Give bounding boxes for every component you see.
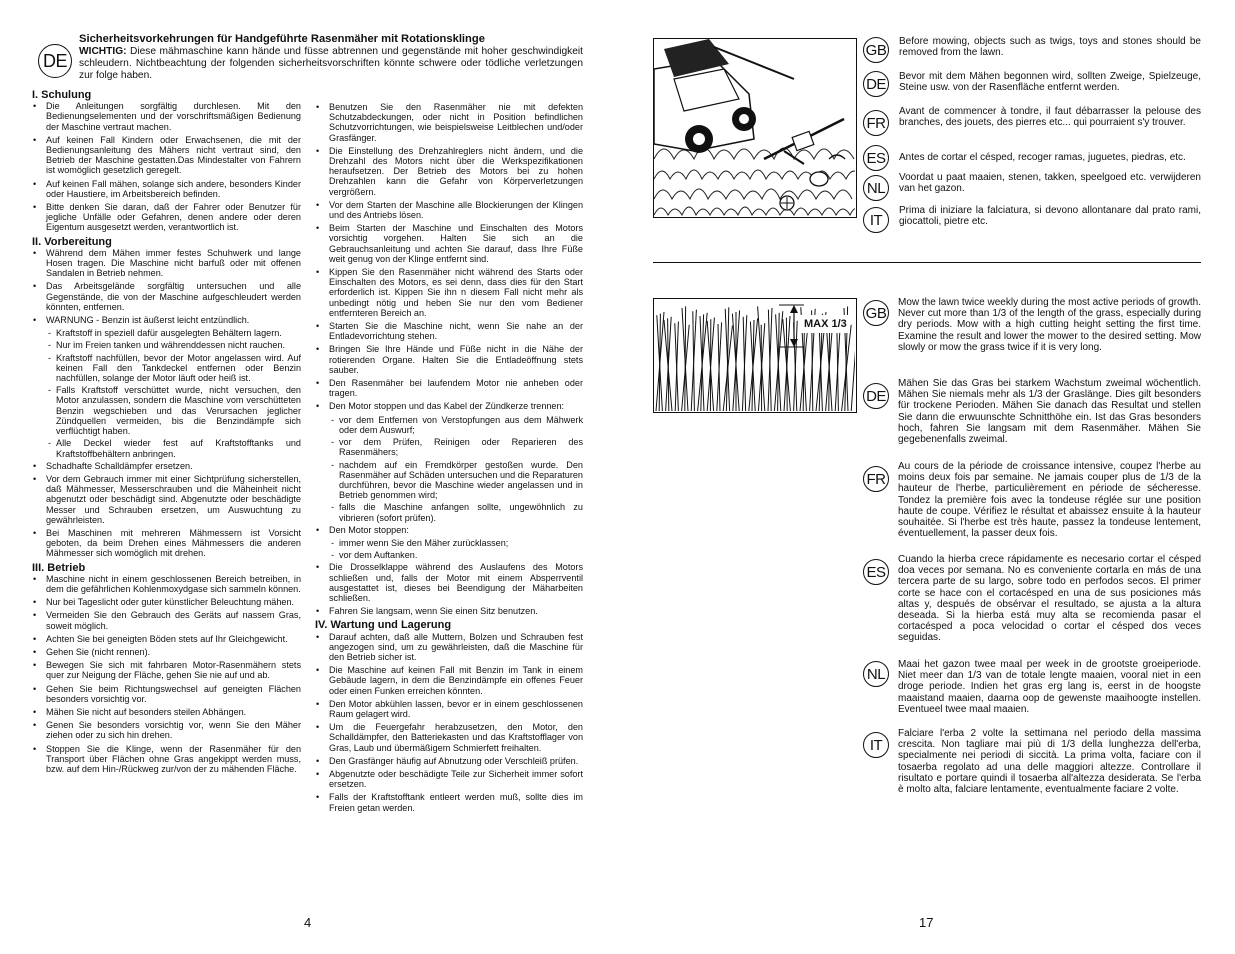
rule-item: • Vermeiden Sie den Gebrauch des Geräts auf nassem Gras, soweit möglich.	[32, 610, 301, 630]
language-badge-nl: NL	[863, 175, 889, 201]
rule-list	[32, 101, 301, 232]
section-heading: III. Betrieb	[32, 561, 86, 574]
rule-item: • Maschine nicht in einem geschlossenen Bereich betreiben, in dem die gefährlichen Kohlenmoxydgase sich sammeln können.	[32, 574, 301, 594]
rule-list	[315, 102, 583, 616]
warning-label: WICHTIG:	[79, 46, 127, 57]
rule-item: • Stoppen Sie die Klinge, wenn der Rasenmäher für den Transport über Flächen ohne Gras angekippt werden muss, bzw. auf dem Hin-/Rückweg zur/von der zu mähenden Fläche.	[32, 744, 301, 775]
language-badge-gb: GB	[863, 37, 889, 63]
instruction-text-es: Cuando la hierba crece rápidamente es necesario cortar el césped doa veces por semana. No es conveniente cortarla en más de una tercera parte de su largo, sobre todo en perfodos secos. El primer corte se hace con el cortacésped en una de sus posiciones más altas y, después de obsérvar el resultado, se ajusta a la altura deseada. Si la hierba está muy alta se recomienda pasar el cortacésped a poca velocidad o cortar el césped dos veces seguidas.	[898, 554, 1201, 644]
instruction-text-fr: Au cours de la période de croissance intensive, coupez l'herbe au moins deux fois par semaine. Ne jamais couper plus de 1/3 de la hauteur de l'herbe, particulièrement en période de sécheresse. Tondez la première fois avec la tondeuse réglée sur une position haute de coupe. Vérifiez le résultat et abaissez ensuite à la hauteur souhaitée. Si l'herbe est très haute, passez la tondeuse lentement, éventuellement, la passer deux fois.	[898, 461, 1201, 540]
instruction-text-gb: Before mowing, objects such as twigs, toys and stones should be removed from the lawn.	[899, 36, 1201, 59]
rule-item: • Um die Feuergefahr herabzusetzen, den Motor, den Schalldämpfer, den Batteriekasten und das Kraftstofflager von Gras, Laub und übermäßigem Schmierfett freihalten.	[315, 722, 583, 753]
grass-drawing	[654, 299, 855, 411]
rule-item: • Die Einstellung des Drehzahlreglers nicht ändern, und die Drehzahl des Motors nicht über die Werkspezifikationen heraufsetzen. Der Betrieb des Motors bei zu hohen Drehzahlen kann die Gefahr von Körperverletzungen vergrößern.	[315, 146, 583, 197]
rule-list	[32, 574, 301, 774]
safety-column-2	[315, 102, 583, 816]
rule-subitem: - immer wenn Sie den Mäher zurücklassen;	[315, 538, 583, 548]
rule-item: • Kippen Sie den Rasenmäher nicht während des Starts oder Einschalten des Motors, es sei denn, dass dies für den Start erforderlich ist. Kippen Sie ihn n diesem Fall nicht mehr als unbedingt nötig und heben Sie nur den vom Bediener entfernteren Bereich an.	[315, 267, 583, 318]
language-badge-de: DE	[38, 44, 72, 78]
rule-item: • Gehen Sie (nicht rennen).	[32, 647, 301, 657]
rule-item: • Bei Maschinen mit mehreren Mähmessern ist Vorsicht geboten, da beim Drehen eines Mähmessers die anderen Mähmesser sich womöglich mit drehen.	[32, 528, 301, 559]
rule-item: • Fahren Sie langsam, wenn Sie einen Sitz benutzen.	[315, 606, 583, 616]
rule-item: • Genen Sie besonders vorsichtig vor, wenn Sie den Mäher ziehen oder zu sich hin drehen.	[32, 720, 301, 740]
instruction-text-es: Antes de cortar el césped, recoger ramas, juguetes, piedras, etc.	[899, 152, 1186, 163]
rule-item: • Vor dem Starten der Maschine alle Blockierungen der Klingen und des Antriebs lösen.	[315, 200, 583, 220]
grass-blade	[851, 310, 855, 411]
rule-item: • Benutzen Sie den Rasenmäher nie mit defekten Schutzabdeckungen, oder nicht in Position befindlichen Schutzvorrichtungen, wie beispielsweise Leitblechen und/oder Grasfänger.	[315, 102, 583, 143]
rule-item: • Starten Sie die Maschine nicht, wenn Sie nahe an der Entladevorrichtung stehen.	[315, 321, 583, 341]
rule-item: • Mähen Sie nicht auf besonders steilen Abhängen.	[32, 707, 301, 717]
instruction-text-it: Prima di iniziare la falciatura, si devono allontanare dal prato rami, giocattoli, pietre etc.	[899, 205, 1201, 228]
instruction-text-gb: Mow the lawn twice weekly during the most active periods of growth. Never cut more than 1/3 of the length of the grass, especially during dry periods. Mow with a high cutting height setting the first time. Examine the result and lower the mower to the desired setting. Mow slowly or mow the grass twice if it is very long.	[898, 297, 1201, 353]
warning-paragraph	[79, 46, 583, 82]
grass-height-illustration	[653, 298, 857, 413]
rule-subitem: - vor dem Prüfen, Reinigen oder Reparieren des Rasenmähers;	[315, 437, 583, 457]
instruction-text-nl: Voordat u paat maaien, stenen, takken, speelgoed etc. verwijderen van het gazon.	[899, 172, 1201, 195]
rule-list	[32, 248, 301, 559]
rule-item: • Den Motor stoppen und das Kabel der Zündkerze trennen:	[315, 401, 583, 411]
language-badge-es: ES	[863, 559, 889, 585]
rule-item: • Vor dem Gebrauch immer mit einer Sichtprüfung sicherstellen, daß Mähmesser, Messerschrauben und die Mäheinheit nicht abgenutzt oder beschädigt sind. Abgenutzte oder beschädigte Messer und Schrauben ersetzen, um Auswuchtung zu gewährleisten.	[32, 474, 301, 525]
rule-item: • Schadhafte Schalldämpfer ersetzen.	[32, 461, 301, 471]
rule-item: • Nur bei Tageslicht oder guter künstlicher Beleuchtung mähen.	[32, 597, 301, 607]
safety-column-1	[32, 86, 301, 777]
section-heading: IV. Wartung und Lagerung	[315, 619, 452, 632]
rule-list	[315, 632, 583, 813]
rule-item: • Abgenutzte oder beschädigte Teile zur Sicherheit immer sofort ersetzen.	[315, 769, 583, 789]
max-label: MAX 1/3	[804, 318, 847, 330]
warning-text: Diese mähmaschine kann hände und füsse abtrennen und gegenstände mit hoher geschwindigkeit schleudern. Nichtbeachtung der folgenden sicherheitsvorschriften könnte schwere oder tödliche verletzungen zur folge haben.	[79, 46, 583, 81]
rule-item: • Auf keinen Fall mähen, solange sich andere, besonders Kinder oder Haustiere, im Arbeitsbereich befinden.	[32, 179, 301, 199]
rule-item: • Den Rasenmäher bei laufendem Motor nie anheben oder tragen.	[315, 378, 583, 398]
language-badge-nl: NL	[863, 661, 889, 687]
rule-item: • Das Arbeitsgelände sorgfältig untersuchen und alle Gegenstände, die von der Maschine aufgeschleudert werden könnten, entfernen.	[32, 281, 301, 312]
language-badge-gb: GB	[863, 300, 889, 326]
grass-blade	[743, 317, 745, 411]
rule-item: • Beim Starten der Maschine und Einschalten des Motors vorsichtig vorgehen. Halten Sie sich an die Gebrauchsanleitung und achten Sie darauf, dass Ihre Füße weit genug von der Klinge entfernt sind.	[315, 223, 583, 264]
language-badge-fr: FR	[863, 110, 889, 136]
page-title: Sicherheitsvorkehrungen für Handgeführte Rasenmäher mit Rotationsklinge	[79, 33, 485, 45]
rule-item: • WARNUNG - Benzin ist äußerst leicht entzündlich.	[32, 315, 301, 325]
rule-item: • Die Anleitungen sorgfältig durchlesen. Mit den Bedienungselementen und der vorschriftsmäßigen Bedienung der Maschine vertraut machen.	[32, 101, 301, 132]
rule-subitem: - Alle Deckel wieder fest auf Kraftstofftanks und Kraftstoffbehältern anbringen.	[32, 438, 301, 458]
section-heading: II. Vorbereitung	[32, 235, 112, 248]
rule-subitem: - vor dem Entfernen von Verstopfungen aus dem Mähwerk oder dem Auswurf;	[315, 415, 583, 435]
rule-item: • Darauf achten, daß alle Muttern, Bolzen und Schrauben fest angezogen sind, um zu gewährleisten, daß die Maschine für den Betrieb sicher ist.	[315, 632, 583, 663]
instruction-text-nl: Maai het gazon twee maal per week in de grootste groeiperiode. Niet meer dan 1/3 van de totale lengte maaien, vooral niet in een droge periode. Indien het gras erg lang is, eerst in de hoogste maaistand maaien, daarna oop de gewenste maaihoogte instellen. Eventueel twee maal maaien.	[898, 659, 1201, 715]
language-badge-de: DE	[863, 71, 889, 97]
rule-item: • Die Maschine auf keinen Fall mit Benzin im Tank in einem Gebäude lagern, in dem die Benzindämpfe ein offenes Feuer oder einen Funken erreichen könnten.	[315, 665, 583, 696]
rule-subitem: - Falls Kraftstoff verschüttet wurde, nicht versuchen, den Motor anzulassen, sondern die Maschine vom verschütteten Benzin wegschieben und das Verursachen jeglicher Zündquellen vermeiden, bis die Benzindämpfe sich verflüchtigt haben.	[32, 385, 301, 436]
section-divider	[653, 262, 1201, 263]
rule-item: • Den Motor stoppen:	[315, 525, 583, 535]
instruction-text-de: Bevor mit dem Mähen begonnen wird, sollten Zweige, Spielzeuge, Steine usw. von der Rasenfläche entfernt werden.	[899, 71, 1201, 94]
section-heading: I. Schulung	[32, 89, 92, 101]
instruction-text-it: Falciare l'erba 2 volte la settimana nel periodo della massima crescita. Non tagliare mai più di 1/3 della lunghezza dell'erba, specialmente nei periodi di siccità. La prima volta, faciare con il tosaerba regolato ad una delle maggiori altezze. Controllare il risultato e portare quindi il tosaerba all'altezza desiderata. Se l'erba è molto alta, falciare lentamente, eventualmente faciare 2 volte.	[898, 728, 1201, 796]
rule-item: • Achten Sie bei geneigten Böden stets auf Ihr Gleichgewicht.	[32, 634, 301, 644]
mower-drawing	[654, 39, 855, 216]
instruction-text-de: Mähen Sie das Gras bei starkem Wachstum zweimal wöchentlich. Mähen Sie niemals mehr als 1/3 der Graslänge. Dies gilt besonders für trockene Perioden. Mähen Sie danach das Resultat und stellen Sie dann die erwuunschte Schnitthöhe ein. Ist das Gras besonders hoch, fahren Sie langsam mit dem Rasenmäher. Mähen Sie gegebenenfalls zweimal.	[898, 378, 1201, 446]
rule-subitem: - falls die Maschine anfangen sollte, ungewöhnlich zu vibrieren (sofort prüfen).	[315, 502, 583, 522]
rule-item: • Die Drosselklappe während des Auslaufens des Motors schließen und, falls der Motor mit einem Absperrventil ausgestattet ist, dieses bei Beendigung der Mäharbeiten schließen.	[315, 562, 583, 603]
instruction-text-fr: Avant de commencer à tondre, il faut débarrasser la pelouse des branches, des jouets, des pierres etc... qui pourraient s'y trouver.	[899, 106, 1201, 129]
rule-subitem: - nachdem auf ein Fremdkörper gestoßen wurde. Den Rasenmäher auf Schäden untersuchen und die Reparaturen durchführen, bevor die Maschine wieder angelassen und in Betrieb genommen wird;	[315, 460, 583, 501]
rule-item: • Bringen Sie Ihre Hände und Füße nicht in die Nähe der rotierenden Organe. Halten Sie die Entladeöffnung stets sauber.	[315, 344, 583, 375]
language-badge-it: IT	[863, 732, 889, 758]
rule-item: • Den Grasfänger häufig auf Abnutzung oder Verschleiß prüfen.	[315, 756, 583, 766]
page-number-left: 4	[304, 915, 312, 930]
rule-item: • Auf keinen Fall Kindern oder Erwachsenen, die mit der Bedienungsanleitung des Mähers nicht vertraut sind, den Betrieb der Maschine gestatten.Das Mindestalter von Fahrern ist womöglich gesetzlich geregelt.	[32, 135, 301, 176]
rule-subitem: - Kraftstoff nachfüllen, bevor der Motor angelassen wird. Auf keinen Fall den Tankdeckel entfernen oder Benzin nachfüllen, solange der Motor läuft oder heiß ist.	[32, 353, 301, 384]
language-badge-fr: FR	[863, 466, 889, 492]
language-badge-es: ES	[863, 145, 889, 171]
rule-subitem: - vor dem Auftanken.	[315, 550, 583, 560]
language-badge-de: DE	[863, 383, 889, 409]
rule-item: • Bitte denken Sie daran, daß der Fahrer oder Benutzer für jegliche Unfälle oder Gefahren, denen andere oder deren Eigentum ausgesetzt werden, verantwortlich ist.	[32, 202, 301, 233]
rule-item: • Gehen Sie beim Richtungswechsel auf geneigten Flächen besonders vorsichtig vor.	[32, 684, 301, 704]
grass-blade	[718, 324, 720, 411]
rule-item: • Den Motor abkühlen lassen, bevor er in einem geschlossenen Raum gelagert wird.	[315, 699, 583, 719]
language-badge-it: IT	[863, 207, 889, 233]
rule-item: • Während dem Mähen immer festes Schuhwerk und lange Hosen tragen. Die Maschine nicht barfuß oder mit offenen Sandalen in Betrieb nehmen.	[32, 248, 301, 279]
rule-item: • Falls der Kraftstofftank entleert werden muß, sollte dies im Freien getan werden.	[315, 792, 583, 812]
page-number-right: 17	[919, 915, 934, 930]
rule-item: • Bewegen Sie sich mit fahrbaren Motor-Rasenmähern stets quer zur Neigung der Fläche, gehen Sie nie auf und ab.	[32, 660, 301, 680]
grass-blade	[750, 322, 755, 411]
mower-illustration	[653, 38, 857, 218]
rule-subitem: - Nur im Freien tanken und währenddessen nicht rauchen.	[32, 340, 301, 350]
rule-subitem: - Kraftstoff in speziell dafür ausgelegten Behältern lagern.	[32, 328, 301, 338]
